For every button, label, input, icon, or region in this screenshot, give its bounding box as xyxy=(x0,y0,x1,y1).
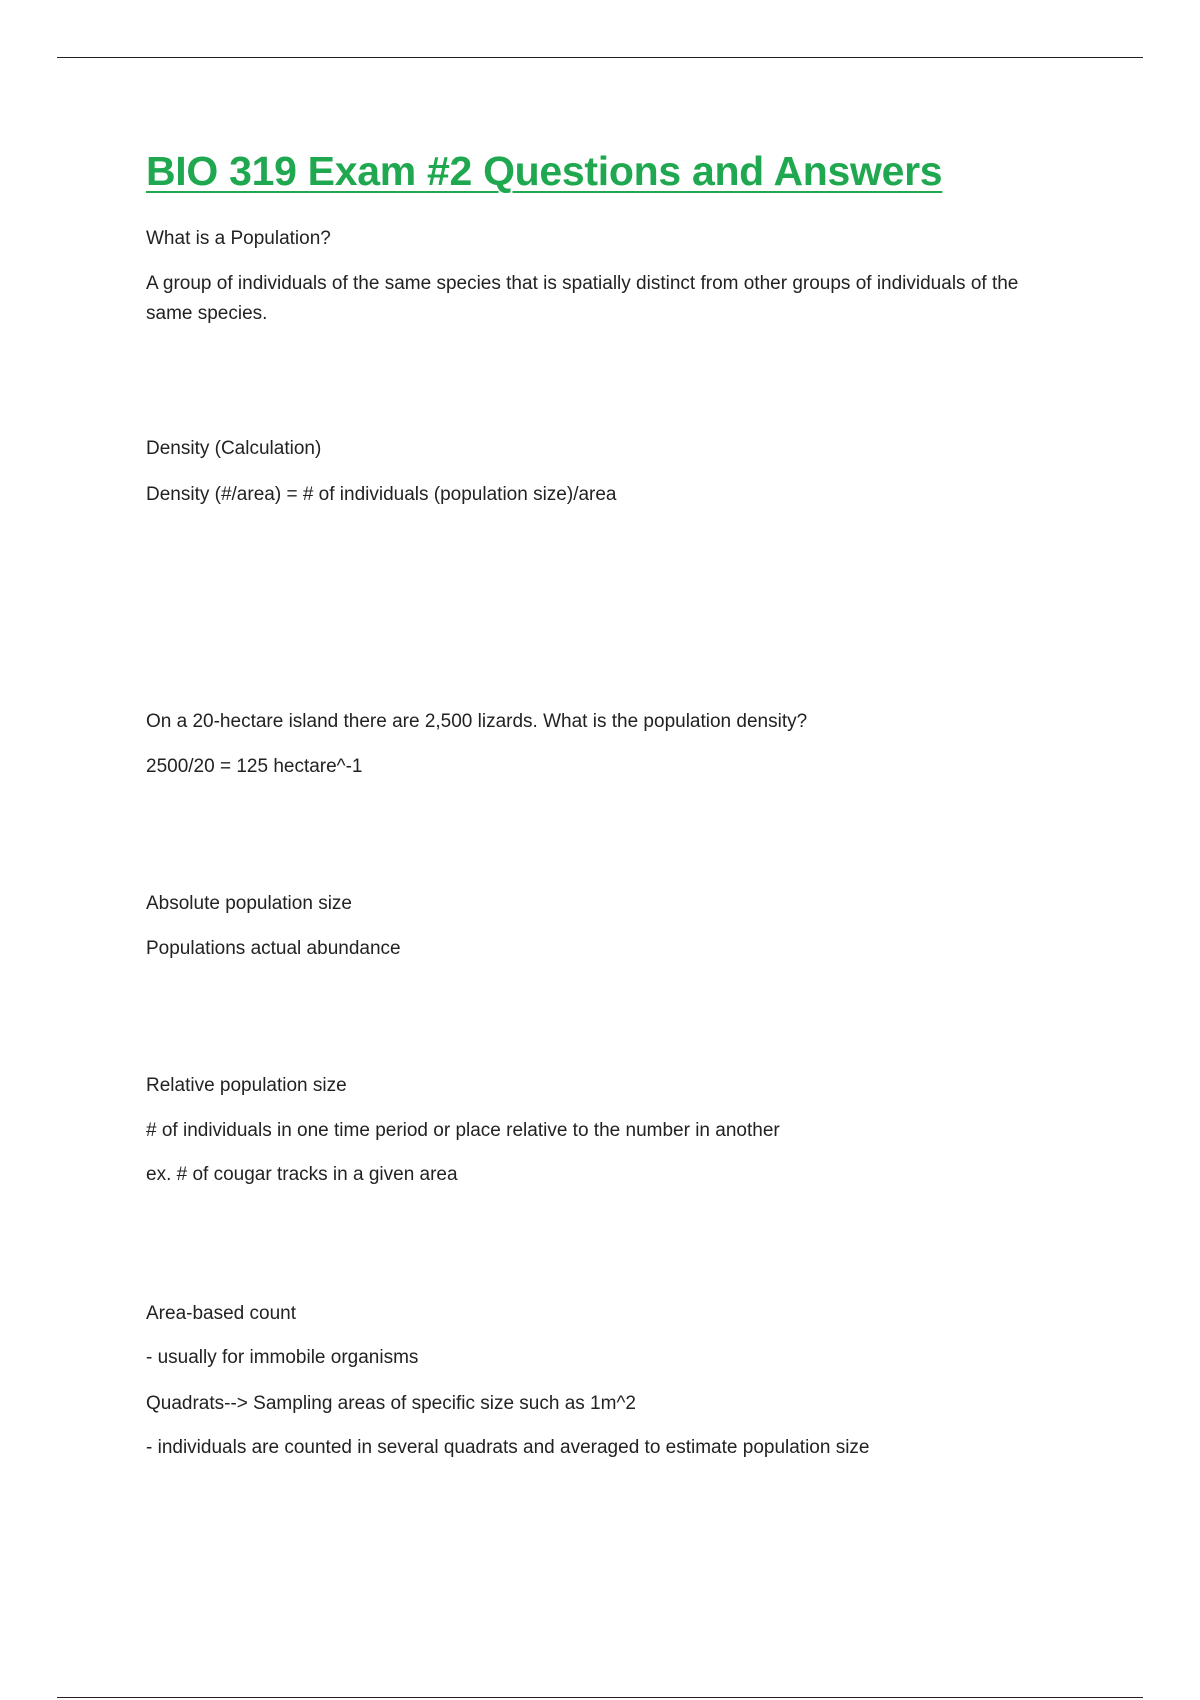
answer-relative-size: # of individuals in one time period or place relative to the number in another xyxy=(146,1120,780,1141)
answer-relative-size-example: ex. # of cougar tracks in a given area xyxy=(146,1164,458,1185)
answer-absolute-size: Populations actual abundance xyxy=(146,938,401,959)
answer-lizards: 2500/20 = 125 hectare^-1 xyxy=(146,756,363,777)
question-population: What is a Population? xyxy=(146,228,331,249)
top-rule xyxy=(57,57,1143,58)
answer-area-based-count-1: - usually for immobile organisms xyxy=(146,1347,419,1368)
answer-population: A group of individuals of the same species that is spatially distinct from other groups of individuals of the same species. xyxy=(146,273,1019,324)
question-density: Density (Calculation) xyxy=(146,438,322,459)
question-relative-size: Relative population size xyxy=(146,1075,347,1096)
document-title: BIO 319 Exam #2 Questions and Answers xyxy=(146,148,943,194)
question-absolute-size: Absolute population size xyxy=(146,893,352,914)
question-area-based-count: Area-based count xyxy=(146,1303,296,1324)
question-lizards: On a 20-hectare island there are 2,500 lizards. What is the population density? xyxy=(146,711,808,732)
answer-density: Density (#/area) = # of individuals (population size)/area xyxy=(146,484,617,505)
answer-area-based-count-3: - individuals are counted in several quadrats and averaged to estimate population size xyxy=(146,1437,870,1458)
bottom-rule xyxy=(57,1697,1143,1698)
answer-area-based-count-2: Quadrats--> Sampling areas of specific size such as 1m^2 xyxy=(146,1393,636,1414)
